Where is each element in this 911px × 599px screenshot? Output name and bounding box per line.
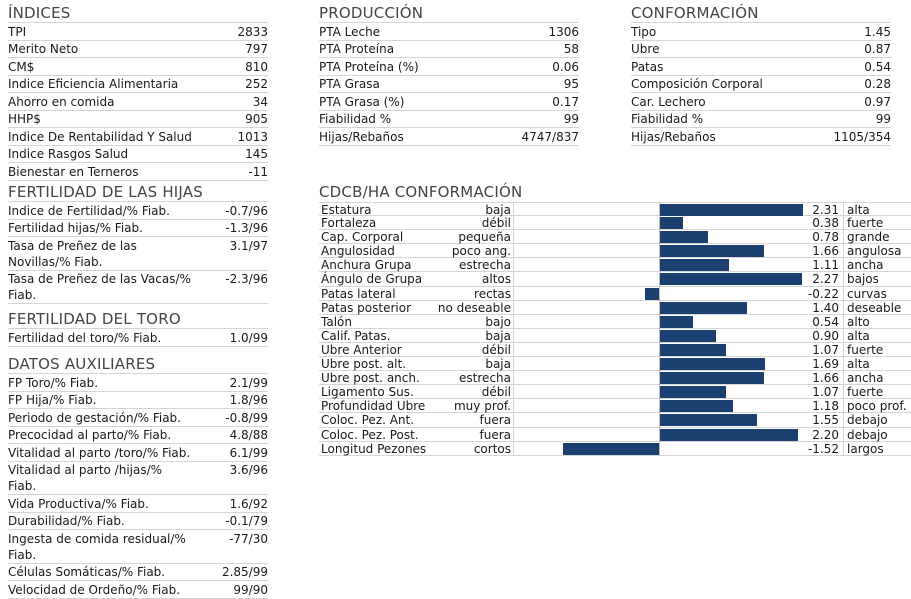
trait-value: -1.52 (797, 442, 844, 456)
trait-row (319, 428, 911, 442)
row-label: Velocidad de Ordeño/% Fiab. (8, 582, 181, 597)
trait-high-label: largos (847, 441, 884, 456)
row-label: HHP$ (8, 112, 41, 126)
row-label: Merito Neto (8, 42, 79, 56)
row-value: 1306 (548, 24, 579, 39)
trait-bar (659, 217, 683, 229)
row-label: Ahorro en comida (8, 94, 115, 109)
table-row (8, 462, 268, 496)
row-label: Indice Rasgos Salud (8, 147, 129, 161)
trait-low-label: estrecha (431, 371, 514, 385)
table-row (631, 111, 891, 129)
trait-low-label: poco ang. (431, 244, 514, 258)
row-value: 797 (245, 42, 268, 56)
produccion-table (319, 22, 579, 146)
table-row (319, 111, 579, 129)
row-label: Ubre (631, 42, 660, 56)
fertilidad-hijas-title: FERTILIDAD DE LAS HIJAS (8, 183, 203, 201)
trait-value: 0.54 (797, 315, 844, 329)
trait-bar (645, 288, 659, 300)
conformation-chart (319, 202, 911, 456)
trait-bar (659, 372, 764, 384)
trait-row (319, 230, 911, 244)
row-value: 905 (245, 112, 268, 126)
trait-name: Profundidad Ubre (321, 399, 426, 414)
trait-low-label: rectas (431, 287, 514, 301)
trait-bar (659, 400, 733, 412)
trait-high-label: bajos (847, 272, 879, 287)
cdcb-panel (319, 184, 911, 201)
trait-bar (659, 386, 726, 398)
trait-high-label: fuerte (847, 342, 884, 357)
zero-axis-line (659, 202, 660, 456)
trait-bar (659, 273, 802, 285)
trait-high-label: fuerte (847, 216, 884, 231)
datos-auxiliares-panel (8, 356, 268, 599)
row-value: 95 (563, 77, 579, 91)
table-row (8, 328, 268, 347)
indices-title: ÍNDICES (8, 4, 71, 22)
row-label: Precocidad al parto/% Fiab. (8, 428, 172, 442)
trait-row (319, 357, 911, 371)
produccion-title: PRODUCCIÓN (319, 4, 424, 22)
row-value: -0.7/96 (225, 203, 268, 218)
table-row (8, 58, 268, 76)
table-row (8, 392, 268, 410)
table-row (631, 41, 891, 59)
trait-value: 1.66 (797, 371, 844, 385)
row-value: 1013 (237, 129, 268, 144)
row-value: -0.8/99 (225, 410, 268, 425)
trait-low-label: baja (431, 203, 514, 217)
trait-name: Ubre post. anch. (321, 371, 420, 386)
fertilidad-toro-title: FERTILIDAD DEL TORO (8, 310, 181, 328)
row-label: PTA Leche (319, 24, 381, 39)
trait-name: Fortaleza (321, 216, 377, 231)
row-label: Vida Productiva/% Fiab. (8, 496, 149, 511)
trait-bar (659, 358, 765, 370)
produccion-panel (319, 5, 579, 146)
trait-row (319, 244, 911, 258)
table-row (631, 93, 891, 111)
trait-low-label: bajo (431, 315, 514, 329)
table-row (319, 58, 579, 76)
table-row (8, 163, 268, 181)
trait-name: Patas posterior (321, 300, 412, 315)
table-row (8, 495, 268, 513)
row-value: 6.1/99 (229, 445, 268, 460)
trait-bar (659, 245, 764, 257)
trait-value: 1.07 (797, 343, 844, 357)
trait-value: 1.11 (797, 258, 844, 272)
trait-low-label: baja (431, 357, 514, 371)
trait-name: Estatura (321, 203, 372, 217)
row-value: 0.97 (864, 94, 891, 109)
row-value: 4.8/88 (229, 428, 268, 442)
row-label: TPI (8, 24, 27, 39)
row-value: 99 (875, 112, 891, 126)
trait-low-label: fuera (431, 413, 514, 427)
trait-name: Longitud Pezones (321, 441, 427, 456)
trait-bar (659, 231, 708, 243)
trait-high-label: deseable (847, 300, 902, 315)
cdcb-title: CDCB/HA CONFORMACIÓN (319, 183, 523, 201)
trait-bar (659, 414, 757, 426)
trait-name: Patas lateral (321, 286, 396, 301)
trait-name: Calif. Patas. (321, 328, 391, 343)
row-label: Durabilidad/% Fiab. (8, 514, 125, 528)
row-value: -2.3/96 (225, 272, 268, 286)
row-label: Hijas/Rebaños (631, 129, 716, 144)
table-row (8, 220, 268, 238)
row-value: 2.85/99 (221, 565, 268, 579)
table-row (8, 128, 268, 146)
conformacion-table (631, 22, 891, 146)
table-row (8, 111, 268, 129)
trait-low-label: débil (431, 385, 514, 399)
trait-name: Cap. Corporal (321, 230, 404, 245)
row-value: 2833 (237, 24, 268, 39)
row-value: -77/30 (229, 531, 268, 546)
fertilidad-toro-table (8, 328, 268, 347)
row-label: Tasa de Preñez de las Vacas/% Fiab. (8, 272, 191, 302)
table-row (8, 427, 268, 445)
trait-high-label: angulosa (847, 244, 902, 259)
trait-name: Talón (321, 314, 352, 329)
datos-auxiliares-title: DATOS AUXILIARES (8, 355, 156, 373)
trait-value: 0.78 (797, 230, 844, 244)
trait-high-label: grande (847, 230, 890, 245)
trait-high-label: debajo (847, 427, 888, 442)
trait-bar (659, 316, 693, 328)
row-label: PTA Grasa (319, 77, 380, 91)
table-row (8, 146, 268, 164)
trait-high-label: alta (847, 328, 870, 343)
table-row (8, 201, 268, 220)
row-label: Fertilidad hijas/% Fiab. (8, 221, 143, 235)
trait-value: 2.20 (797, 428, 844, 442)
trait-high-label: fuerte (847, 385, 884, 400)
row-label: Fiabilidad % (319, 112, 392, 126)
row-label: Tipo (631, 24, 657, 39)
trait-low-label: estrecha (431, 258, 514, 272)
fertilidad-toro-panel (8, 311, 268, 347)
datos-auxiliares-table (8, 373, 268, 599)
trait-row (319, 272, 911, 286)
trait-bar (659, 302, 747, 314)
row-value: -1.3/96 (225, 221, 268, 235)
row-value: 34 (252, 94, 268, 109)
trait-bar (659, 344, 726, 356)
row-value: 1.6/92 (229, 496, 268, 511)
row-value: 145 (245, 147, 268, 161)
row-label: Indice Eficiencia Alimentaria (8, 77, 179, 91)
table-row (8, 271, 268, 305)
row-label: Indice De Rentabilidad Y Salud (8, 129, 192, 144)
row-value: 99/90 (233, 582, 268, 597)
trait-row (319, 329, 911, 343)
row-label: PTA Proteína (%) (319, 59, 419, 74)
trait-high-label: curvas (847, 286, 887, 301)
trait-value: 1.69 (797, 357, 844, 371)
row-label: Hijas/Rebaños (319, 129, 404, 144)
row-value: 0.06 (552, 59, 579, 74)
table-row (319, 22, 579, 41)
trait-bar (659, 429, 798, 441)
trait-bar (563, 443, 659, 455)
table-row (631, 58, 891, 76)
trait-low-label: pequeña (431, 230, 514, 244)
table-row (8, 409, 268, 427)
row-value: 2.1/99 (229, 375, 268, 390)
table-row (319, 93, 579, 111)
trait-row (319, 216, 911, 230)
trait-value: 2.31 (797, 203, 844, 217)
table-row (631, 128, 891, 146)
trait-name: Coloc. Pez. Ant. (321, 413, 415, 428)
row-value: -0.1/79 (225, 514, 268, 528)
trait-high-label: alta (847, 203, 870, 217)
fertilidad-hijas-panel (8, 184, 268, 304)
trait-name: Ligamento Sus. (321, 385, 414, 400)
row-label: Fiabilidad % (631, 112, 704, 126)
trait-row (319, 442, 911, 456)
row-value: 0.17 (552, 94, 579, 109)
row-label: Tasa de Preñez de las Novillas/% Fiab. (8, 238, 137, 269)
trait-high-label: alta (847, 357, 870, 372)
trait-row (319, 287, 911, 301)
table-row (631, 76, 891, 94)
fertilidad-hijas-table (8, 201, 268, 304)
trait-low-label: altos (431, 272, 514, 286)
row-label: Periodo de gestación/% Fiab. (8, 410, 181, 425)
trait-name: Anchura Grupa (321, 258, 412, 273)
indices-panel (8, 5, 268, 181)
trait-bar (659, 330, 716, 342)
trait-row (319, 385, 911, 399)
trait-row (319, 399, 911, 413)
indices-table (8, 22, 268, 181)
table-row (8, 444, 268, 462)
trait-row (319, 371, 911, 385)
trait-name: Ubre post. alt. (321, 357, 407, 372)
row-label: PTA Grasa (%) (319, 94, 405, 109)
row-label: Bienestar en Terneros (8, 164, 139, 179)
trait-low-label: no deseable (431, 301, 514, 315)
table-row (8, 581, 268, 599)
row-value: 1.0/99 (229, 330, 268, 345)
row-label: Vitalidad al parto /hijas/% Fiab. (8, 463, 163, 493)
trait-row (319, 301, 911, 315)
trait-value: 1.66 (797, 244, 844, 258)
row-label: PTA Proteína (319, 42, 395, 56)
table-row (8, 76, 268, 94)
trait-value: 0.38 (797, 216, 844, 230)
row-label: Fertilidad del toro/% Fiab. (8, 330, 162, 345)
trait-value: -0.22 (797, 287, 844, 301)
table-row (8, 513, 268, 531)
trait-low-label: fuera (431, 428, 514, 442)
row-value: 1.8/96 (229, 393, 268, 407)
row-label: Indice de Fertilidad/% Fiab. (8, 203, 170, 218)
table-row (8, 93, 268, 111)
row-label: Patas (631, 59, 664, 74)
row-label: FP Toro/% Fiab. (8, 375, 99, 390)
row-value: 1.45 (864, 24, 891, 39)
table-row (8, 373, 268, 392)
trait-name: Angulosidad (321, 244, 395, 259)
trait-high-label: ancha (847, 371, 884, 386)
trait-bar (659, 259, 729, 271)
trait-row (319, 202, 911, 216)
trait-value: 1.55 (797, 413, 844, 427)
row-value: 99 (563, 112, 579, 126)
trait-name: Coloc. Pez. Post. (321, 427, 419, 442)
row-value: 0.87 (864, 42, 891, 56)
row-label: Composición Corporal (631, 77, 763, 91)
trait-low-label: cortos (431, 442, 514, 456)
trait-row (319, 258, 911, 272)
row-value: 252 (245, 77, 268, 91)
trait-name: Ángulo de Grupa (321, 272, 423, 287)
trait-high-label: poco prof. (847, 399, 907, 414)
table-row (8, 22, 268, 41)
row-value: 4747/837 (521, 129, 579, 144)
row-label: Células Somáticas/% Fiab. (8, 565, 166, 579)
row-value: 0.54 (864, 59, 891, 74)
table-row (8, 564, 268, 582)
trait-low-label: baja (431, 329, 514, 343)
row-label: CM$ (8, 59, 35, 74)
trait-low-label: débil (431, 216, 514, 230)
table-row (8, 41, 268, 59)
table-row (8, 530, 268, 564)
trait-low-label: muy prof. (431, 399, 514, 413)
trait-row (319, 343, 911, 357)
row-value: 3.1/97 (229, 238, 268, 253)
conformacion-panel (631, 5, 891, 146)
trait-value: 2.27 (797, 272, 844, 286)
trait-bar (659, 204, 803, 216)
table-row (319, 76, 579, 94)
row-value: 58 (563, 42, 579, 56)
table-row (631, 22, 891, 41)
row-label: Car. Lechero (631, 94, 706, 109)
row-value: 810 (245, 59, 268, 74)
trait-value: 1.07 (797, 385, 844, 399)
trait-high-label: debajo (847, 413, 888, 428)
trait-name: Ubre Anterior (321, 342, 402, 357)
conformacion-title: CONFORMACIÓN (631, 4, 759, 22)
row-value: 3.6/96 (229, 463, 268, 477)
row-value: 1105/354 (833, 129, 891, 144)
row-label: FP Hija/% Fiab. (8, 393, 97, 407)
trait-low-label: débil (431, 343, 514, 357)
row-label: Ingesta de comida residual/% Fiab. (8, 531, 186, 562)
trait-high-label: ancha (847, 258, 884, 273)
table-row (319, 41, 579, 59)
trait-row (319, 413, 911, 427)
row-label: Vitalidad al parto /toro/% Fiab. (8, 445, 191, 460)
trait-row (319, 315, 911, 329)
table-row (8, 237, 268, 271)
table-row (319, 128, 579, 146)
row-value: 0.28 (864, 77, 891, 91)
trait-high-label: alto (847, 314, 870, 329)
trait-value: 1.18 (797, 399, 844, 413)
trait-value: 0.90 (797, 329, 844, 343)
row-value: -11 (248, 164, 268, 179)
trait-value: 1.40 (797, 301, 844, 315)
